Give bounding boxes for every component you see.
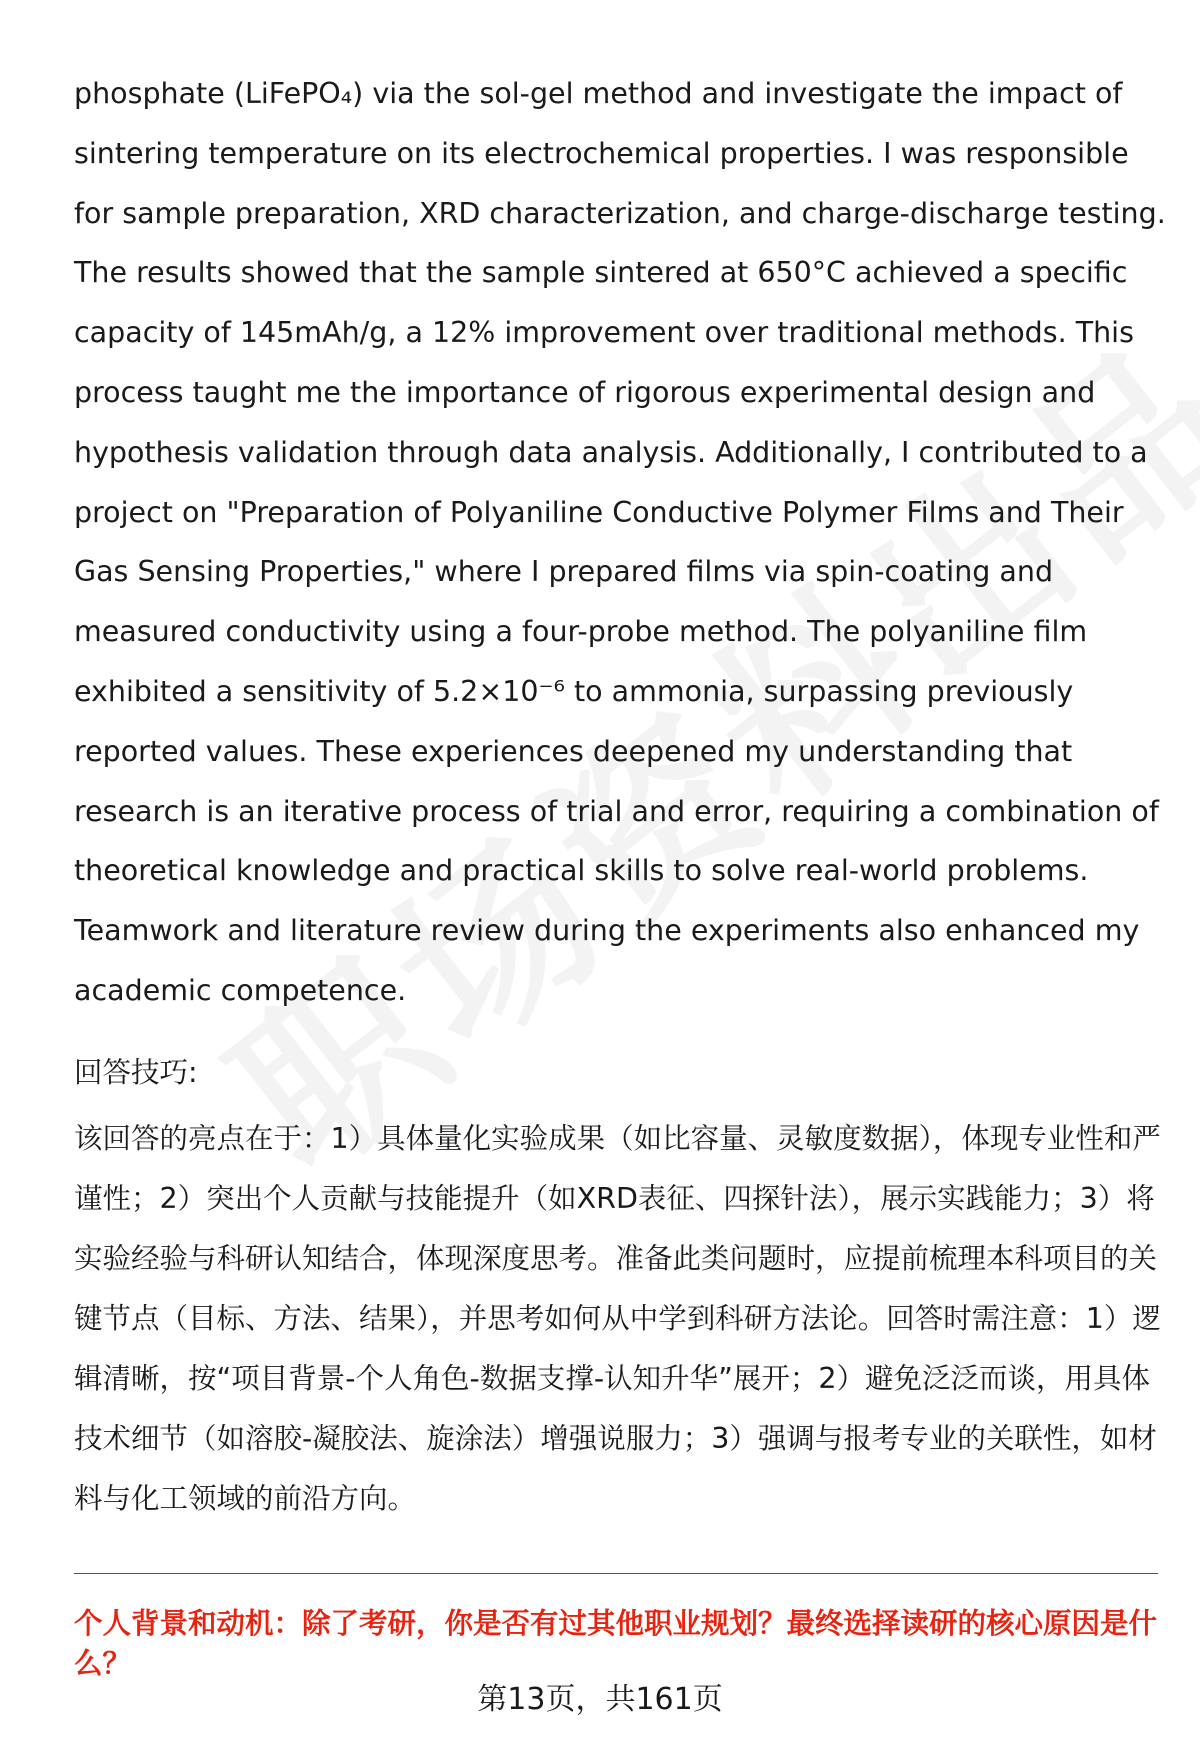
page-number-footer: 第13页，共161页: [477, 1682, 723, 1717]
interview-question: 个人背景和动机：除了考研，你是否有过其他职业规划？最终选择读研的核心原因是什么？: [74, 1607, 1158, 1680]
tips-heading: 回答技巧:: [74, 1056, 198, 1089]
answer-english-paragraph: phosphate (LiFePO₄) via the sol-gel method and investigate the impact of sintering temperature on its electrochemical properties. I was responsible for sample preparation, XRD characterization, and charge-discharge testing. The results showed that the sample sintered at 650°C achieved a specific capacity of 145mAh/g, a 12% improvement over traditional methods. This process taught me the importance of rigorous experimental design and hypothesis validation through data analysis. Additionally, I contributed to a project on "Preparation of Polyaniline Conductive Polymer Films and Their Gas Sensing Properties," where I prepared films via spin-coating and measured conductivity using a four-probe method. The polyaniline film exhibited a sensitivity of 5.2×10⁻⁶ to ammonia, surpassing previously reported values. These experiences deepened my understanding that research is an iterative process of trial and error, requiring a combination of theoretical knowledge and practical skills to solve real-world problems. Teamwork and literature review during the experiments also enhanced my academic competence.: [74, 77, 1166, 1007]
tips-body-paragraph: 该回答的亮点在于：1）具体量化实验成果（如比容量、灵敏度数据），体现专业性和严谨性；2）突出个人贡献与技能提升（如XRD表征、四探针法），展示实践能力；3）将实验经验与科研认知结合，体现深度思考。准备此类问题时，应提前梳理本科项目的关键节点（目标、方法、结果），并思考如何从中学到科研方法论。回答时需注意：1）逻辑清晰，按“项目背景-个人角色-数据支撑-认知升华”展开；2）避免泛泛而谈，用具体技术细节（如溶胶-凝胶法、旋涂法）增强说服力；3）强调与报考专业的关联性，如材料与化工领域的前沿方向。: [74, 1122, 1161, 1515]
section-divider: [74, 1573, 1158, 1574]
